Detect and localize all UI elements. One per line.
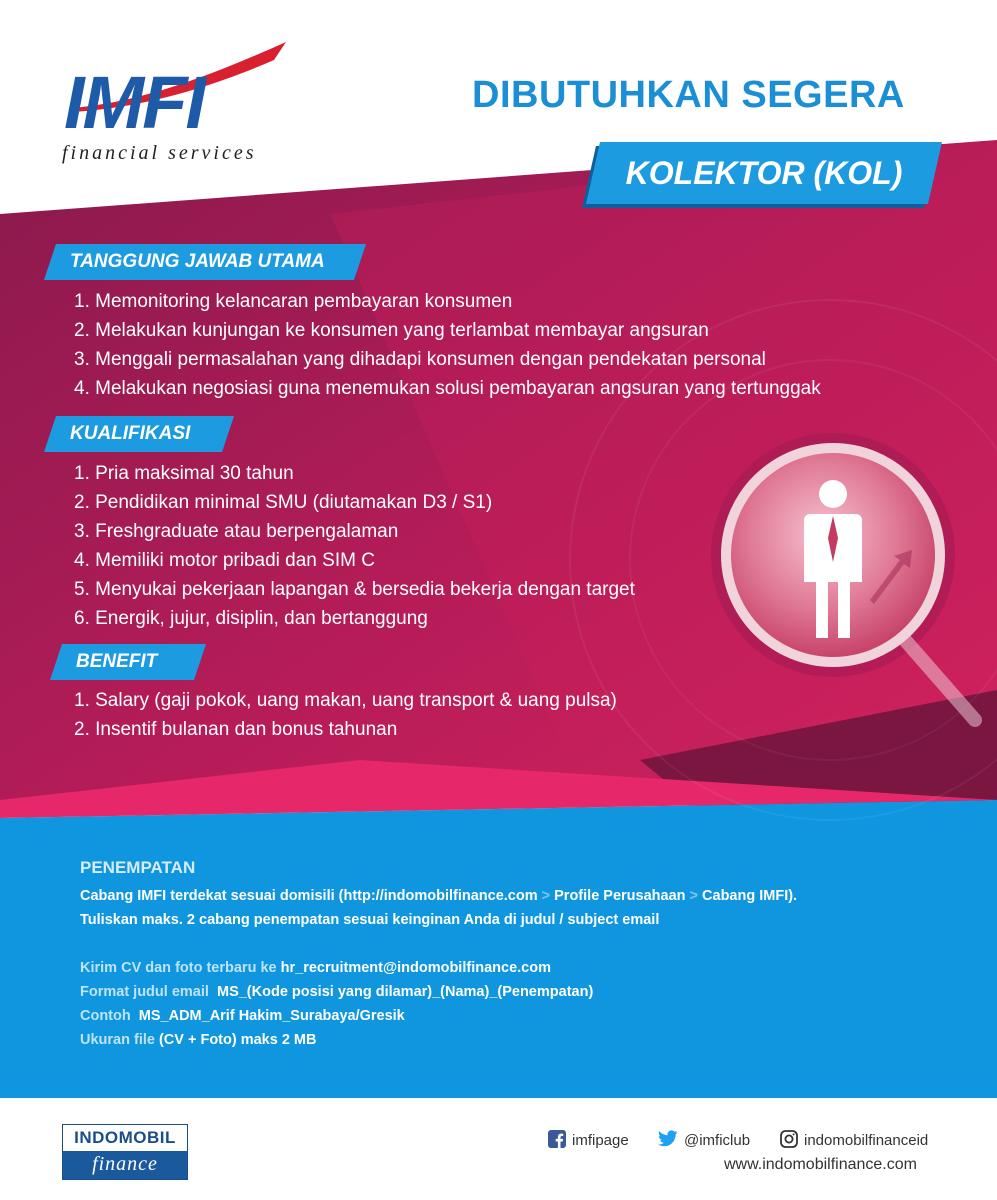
placement-title: PENEMPATAN (80, 858, 196, 877)
apply-size-line (80, 1030, 316, 1050)
position-title: KOLEKTOR (KOL) (625, 155, 903, 191)
website-link[interactable]: www.indomobilfinance.com (724, 1156, 917, 1173)
apply-value: MS_(Kode posisi yang dilamar)_(Nama)_(Penempatan) (216, 984, 594, 1000)
list-item: 4. Melakukan negosiasi guna menemukan solusi pembayaran angsuran yang tertunggak (74, 378, 821, 399)
facebook-link[interactable] (548, 1130, 629, 1150)
twitter-link[interactable] (658, 1130, 750, 1150)
list-item: 2. Insentif bulanan dan bonus tahunan (74, 719, 398, 740)
apply-label: Format judul email (80, 984, 209, 1000)
list-item: 4. Memiliki motor pribadi dan SIM C (74, 550, 375, 571)
list-item: 2. Melakukan kunjungan ke konsumen yang terlambat membayar angsuran (74, 320, 709, 341)
placement-line-2: Tuliskan maks. 2 cabang penempatan sesuai keinginan Anda di judul / subject email (80, 912, 660, 928)
list-item: 1. Pria maksimal 30 tahun (74, 463, 294, 484)
separator: > (541, 888, 551, 904)
section-title: KUALIFIKASI (70, 423, 191, 444)
apply-format-line (80, 982, 593, 1002)
headline: DIBUTUHKAN SEGERA (472, 74, 905, 116)
facebook-icon (548, 1130, 566, 1148)
section-label-qualifications (44, 416, 234, 452)
apply-value: (CV + Foto) maks 2 MB (158, 1032, 317, 1048)
qualifications-list (74, 459, 635, 633)
list-item: 3. Menggali permasalahan yang dihadapi konsumen dengan pendekatan personal (74, 349, 766, 370)
logo-bottom-text: finance (63, 1151, 187, 1179)
placement-text: Profile Perusahaan (554, 888, 686, 904)
position-banner (586, 142, 942, 204)
logo-wordmark: IMFI (64, 61, 204, 144)
twitter-handle: @imficlub (684, 1132, 751, 1149)
apply-label: Ukuran file (80, 1032, 155, 1048)
placement-text: Cabang IMFI). (702, 888, 798, 904)
benefit-list (74, 686, 617, 744)
indomobil-finance-logo (62, 1124, 188, 1180)
instagram-handle: indomobilfinanceid (804, 1132, 929, 1149)
placement-line-1 (80, 886, 797, 906)
facebook-handle: imfipage (572, 1132, 629, 1149)
list-item: 6. Energik, jujur, disiplin, dan bertanggung (74, 608, 428, 629)
logo-top-text: INDOMOBIL (63, 1125, 187, 1151)
twitter-icon (658, 1130, 678, 1148)
instagram-link[interactable] (780, 1130, 928, 1150)
separator: > (689, 888, 698, 904)
list-item: 1. Salary (gaji pokok, uang makan, uang transport & uang pulsa) (74, 690, 617, 711)
list-item: 2. Pendidikan minimal SMU (diutamakan D3 / S1) (74, 492, 493, 513)
section-label-responsibilities (44, 244, 366, 280)
responsibilities-list (74, 287, 821, 403)
section-label-benefit (50, 644, 206, 680)
apply-example-line (80, 1006, 405, 1026)
apply-label: Kirim CV dan foto terbaru ke (80, 960, 277, 976)
logo-tagline: financial services (62, 142, 257, 164)
placement-text: Cabang IMFI terdekat sesuai domisili (http://indomobilfinance.com (80, 888, 538, 904)
list-item: 1. Memonitoring kelancaran pembayaran konsumen (74, 291, 513, 312)
apply-label: Contoh (80, 1008, 131, 1024)
recruitment-email-link[interactable]: hr_recruitment@indomobilfinance.com (280, 960, 551, 976)
list-item: 5. Menyukai pekerjaan lapangan & bersedia bekerja dengan target (74, 579, 635, 600)
apply-value: MS_ADM_Arif Hakim_Surabaya/Gresik (138, 1008, 405, 1024)
imfi-logo (64, 58, 294, 168)
blue-panel (0, 800, 997, 1098)
section-title: TANGGUNG JAWAB UTAMA (70, 251, 325, 272)
list-item: 3. Freshgraduate atau berpengalaman (74, 521, 399, 542)
instagram-icon (780, 1130, 798, 1148)
section-title: BENEFIT (76, 651, 158, 672)
apply-send-line (80, 958, 551, 978)
